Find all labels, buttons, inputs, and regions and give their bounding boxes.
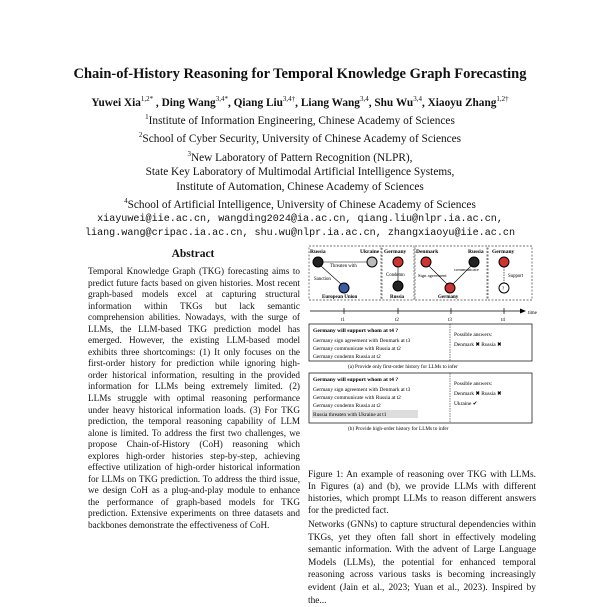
email-line: liang.wang@cripac.ia.ac.cn, shu.wu@nlpr.ia.ac.cn, zhangxiaoyu@iie.ac.cn (84, 228, 516, 240)
affiliation: State Key Laboratory of Multimodal Artificial Intelligence Systems, (145, 166, 455, 179)
russia-node (469, 257, 479, 267)
author: Yuwei Xia (91, 96, 141, 109)
russia-label: Russia (390, 295, 405, 300)
affiliation: Institute of Automation, Chinese Academy of Sciences (176, 180, 424, 193)
figure-1 (308, 244, 537, 464)
panel-a-question: Germany will support whom at t4 ? (313, 328, 399, 334)
ukraine-node (367, 257, 377, 267)
russia-node (393, 281, 403, 291)
panel-a-fact: Germany communicate with Russia at t2 (313, 346, 401, 352)
panel-b-fact: Russia threaten with Ukraine at t1 (313, 412, 387, 418)
communicate-label: communicate (454, 267, 479, 272)
germany-node (393, 257, 403, 267)
eu-label: European Union (322, 295, 358, 300)
germany-node (445, 283, 455, 293)
author: Xiaoyu Zhang (427, 96, 497, 109)
affiliation: $^3$New Laboratory of Pattern Recognition (NLPR), (187, 149, 413, 164)
panel-b-fact: Germany sign agreement with Denmark at t3 (313, 387, 411, 393)
denmark-node (421, 257, 431, 267)
germany-label: Germany (492, 249, 515, 255)
panel-a-answer: Denmark ✖ Russia ✖ (454, 342, 502, 348)
panel-b-question: Germany will support whom at t4 ? (313, 377, 399, 383)
abstract-heading: Abstract (171, 248, 215, 260)
paper-title: Chain-of-History Reasoning for Temporal Knowledge Graph Forecasting (73, 66, 527, 82)
svg-text:?: ? (502, 287, 505, 292)
panel-b-answer: Denmark ✖ Russia ✖ (454, 391, 502, 397)
body-text: Networks (GNNs) to capture structural dependencies within TKGs, yet they often fall short in effectively modeling semantic information. With the advent of Large Language Models (LLMs), the potential for enhanced temporal reasoning across various tasks is becoming increasingly evident (Jain et al., 2023; Yuan et al., 2023). Inspired by the... (308, 520, 536, 606)
time-label: time (528, 311, 537, 316)
ukraine-label: Ukraine (360, 249, 380, 255)
sign-agreement-label: Sign agreement (418, 273, 447, 278)
panel-b-answer: Ukraine ✔ (454, 401, 478, 407)
support-label: Support (508, 274, 524, 279)
denmark-label: Denmark (416, 249, 439, 255)
russia-node (313, 257, 323, 267)
germany-label: Germany (384, 249, 407, 255)
affiliation: $^2$School of Cyber Security, University of Chinese Academy of Sciences (138, 131, 462, 146)
germany-label: Germany (438, 295, 459, 300)
affiliation-list (0, 110, 600, 242)
eu-node (339, 283, 349, 293)
panel-b-fact: Germany communicate with Russia at t2 (313, 395, 401, 401)
sanction-label: Sanction (314, 277, 331, 282)
figure-caption: Figure 1: An example of reasoning over TKG with LLMs. In Figures (a) and (b), we provide LLMs with different histories, which prompt LLMs to reason different answers for the predicted fact. (308, 470, 536, 516)
tick-t2: t2 (395, 318, 399, 323)
author: Ding Wang (161, 96, 216, 109)
author: Liang Wang (300, 96, 360, 109)
abstract-text: Temporal Knowledge Graph (TKG) forecasting aims to predict future facts based on given histories. Most recent graph-based models excel at capturing structural information within TKGs but lack semantic comprehension abilities. Nowadays, with the surge of LLMs, the LLM-based TKG prediction model has emerged. However, the existing LLM-based model exhibits three shortcomings: (1) It only focuses on the first-order history for prediction while ignoring high-order historical information, resulting in the provided information for LLMs being extremely limited. (2) LLMs struggle with optimal reasoning performance under heavy historical information loads. (3) For TKG prediction, the temporal reasoning capability of LLM alone is limited. To address the first two challenges, we propose Chain-of-History (CoH) reasoning which explores high-order histories step-by-step, achieving effective utilization of high-order historical information for LLMs on TKG prediction. To address the third issue, we design CoH as a plug-and-play module to enhance the performance of graph-based models for TKG prediction. Extensive experiments on three datasets and backbones demonstrate the effectiveness of CoH. (88, 266, 300, 531)
affiliation: $^1$Institute of Information Engineering, Chinese Academy of Sciences (145, 113, 455, 127)
tick-t4: t4 (501, 318, 505, 323)
panel-b-fact: Germany condemn Russia at t2 (313, 403, 381, 409)
panel-b-answers-title: Possible answers: (454, 381, 493, 387)
panel-a-fact: Germany condemn Russia at t2 (313, 354, 381, 360)
author-list: Yuwei Xia$^{1,2*}$ , Ding Wang$^{3,4*}$, Qiang Liu$^{3,4\dagger}$, Liang Wang$^{3,4}$, Shu Wu$^{3,4}$, Xiaoyu Zhang$^{1,2\dagger}$ (91, 95, 509, 109)
author: Shu Wu (374, 96, 414, 109)
condemn-label: Condemn (386, 273, 405, 278)
panel-a-answers-title: Possible answers: (454, 332, 493, 338)
panel-b-caption: (b) Provide high-order history for LLMs to infer (348, 426, 449, 432)
tick-t3: t3 (448, 318, 452, 323)
author: Qiang Liu (233, 96, 283, 109)
threaten-label: Threaten with (330, 264, 357, 269)
affiliation: $^4$School of Artificial Intelligence, University of Chinese Academy of Sciences (124, 197, 476, 212)
panel-a-fact: Germany sign agreement with Denmark at t3 (313, 338, 411, 344)
russia-label: Russia (310, 249, 326, 255)
germany-node (499, 257, 509, 267)
tick-t1: t1 (341, 318, 345, 323)
panel-a-caption: (a) Provide only first-order history for LLMs to infer (348, 364, 458, 370)
russia-label: Russia (468, 249, 484, 255)
email-line: xiayuwei@iie.ac.cn, wangding2024@ia.ac.cn, qiang.liu@nlpr.ia.ac.cn, (97, 213, 503, 225)
